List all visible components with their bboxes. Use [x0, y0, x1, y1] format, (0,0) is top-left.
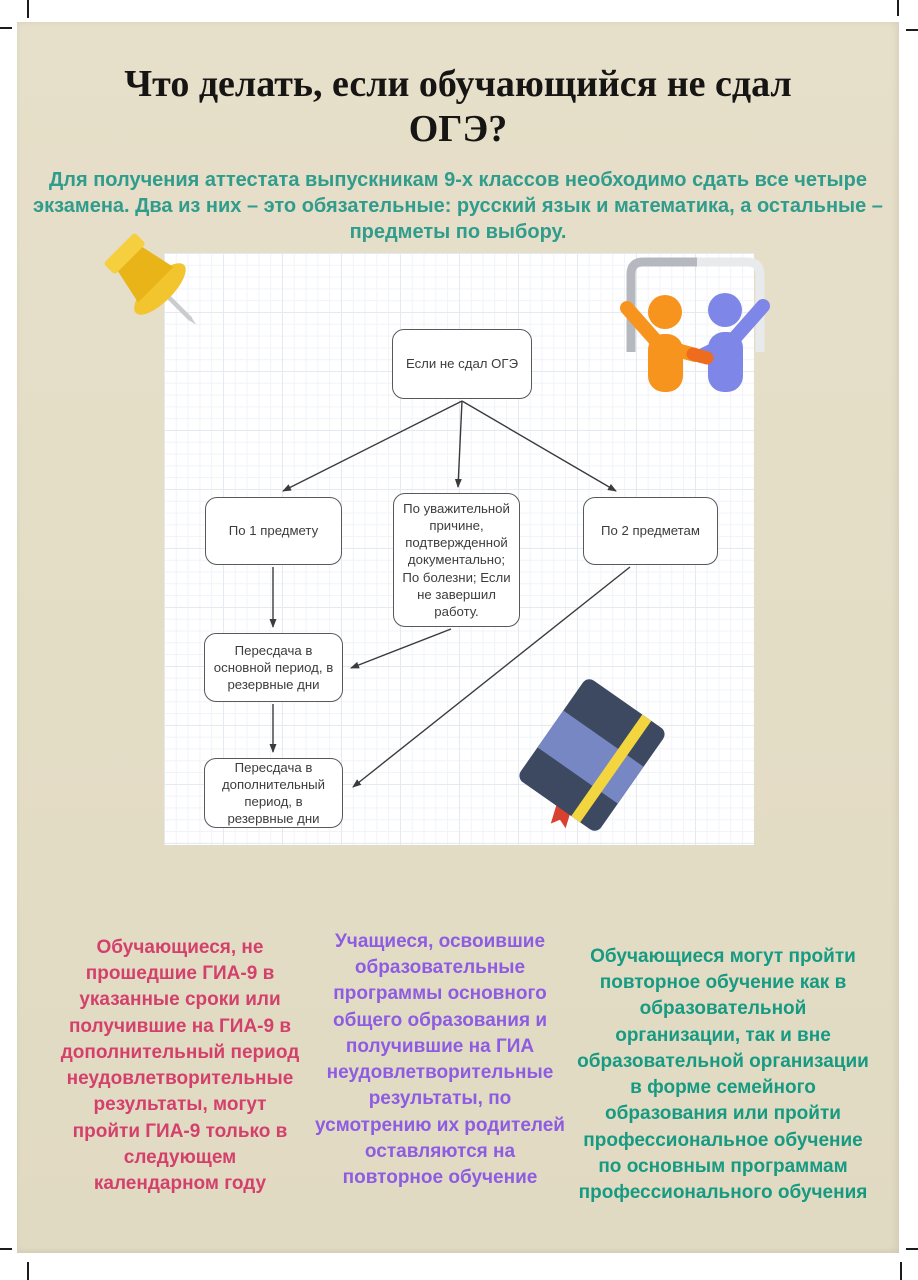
flow-arrow-valid-reason-to-retake-main [351, 629, 451, 668]
students-board-icon [615, 248, 773, 405]
crop-mark-bottom-right-h [906, 1248, 918, 1250]
flowchart-node-retake-additional [204, 758, 343, 828]
crop-mark-top-left-v [27, 0, 29, 18]
note-retake-next-year: Обучающиеся, не прошедшие ГИА-9 в указанные сроки или получившие на ГИА-9 в дополнительный период неудовлетворительные результаты, могут пройти ГИА-9 только в следующем календарном году [60, 937, 300, 1194]
flowchart-node-one-subject [205, 497, 342, 565]
pushpin-icon [83, 218, 228, 368]
flowchart-node-label: Пересдача в дополнительный период, в резервные дни [221, 759, 326, 827]
crop-mark-bottom-left-v [27, 1262, 29, 1280]
flowchart-node-label: Если не сдал ОГЭ [405, 356, 519, 372]
crop-mark-top-left-h [0, 27, 12, 29]
note-repeat-year: Учащиеся, освоившие образовательные программы основного общего образования и получившие на ГИА неудовлетворительные результаты, по усмотрению их родителей оставляются на повторное обучение [315, 931, 565, 1188]
flowchart-node-valid-reason [393, 493, 520, 627]
flowchart-node-retake-main [204, 633, 343, 702]
poster-page [17, 22, 899, 1253]
crop-mark-bottom-right-v [900, 1262, 902, 1280]
note-alternative-education: Обучающиеся могут пройти повторное обучение как в образовательной организации, так и вне образовательной организации в форме семейного образования или пройти профессиональное обучение по основным программам профессионального обучения [577, 946, 869, 1203]
flow-arrow-root-to-two-subjects [462, 401, 616, 491]
crop-mark-top-right-v [897, 0, 899, 16]
page-subtitle: Для получения аттестата выпускникам 9-х классов необходимо сдать все четыре экзамена. Два из них – это обязательные: русский язык и математика, а остальные – предметы по выбору. [33, 169, 883, 243]
flowchart-node-two-subjects [583, 497, 718, 565]
flowchart-node-label: По 1 предмету [228, 523, 319, 539]
flowchart-node-root [392, 329, 532, 399]
crop-mark-top-right-h [906, 29, 918, 31]
crop-mark-bottom-left-h [0, 1248, 12, 1250]
flow-arrow-root-to-valid-reason [458, 401, 462, 487]
flowchart-node-label: По уважительной причине, подтвержденной документально; По болезни; Если не завершил работу. [402, 500, 511, 619]
flowchart-node-label: По 2 предметам [601, 523, 700, 539]
flow-arrow-root-to-one-subject [283, 401, 462, 491]
flowchart-node-label: Пересдача в основной период, в резервные дни [213, 642, 334, 693]
page-title: Что делать, если обучающийся не сдал ОГЭ? [124, 63, 792, 150]
